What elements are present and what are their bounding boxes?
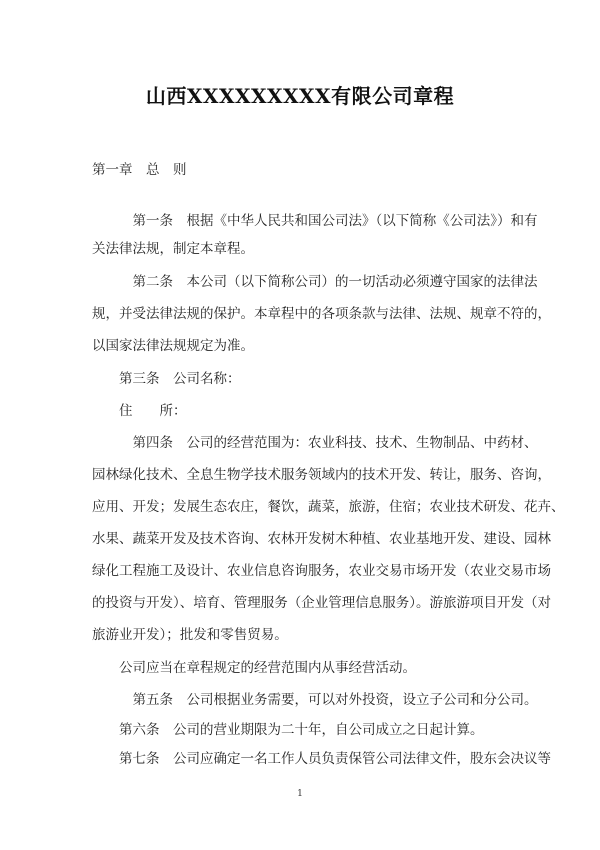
- article-2-line-1: 第二条 本公司（以下简称公司）的一切活动必须遵守国家的法律法: [92, 274, 538, 290]
- article-4-line-5: 绿化工程施工及设计、农业信息咨询服务，农业交易市场开发（农业交易市场: [92, 563, 551, 579]
- article-4-line-4: 水果、蔬菜开发及技术咨询、农林开发树木种植、农业基地开发、建设、园林: [92, 531, 551, 547]
- article-3-address: 住 所：: [92, 403, 187, 419]
- article-2-line-2: 规，并受法律法规的保护。本章程中的各项条款与法律、法规、规章不符的，: [92, 306, 551, 322]
- article-4-line-7: 旅游业开发）；批发和零售贸易。: [92, 627, 288, 643]
- article-4-note: 公司应当在章程规定的经营范围内从事经营活动。: [92, 660, 416, 676]
- article-4-line-3: 应用、开发；发展生态农庄，餐饮，蔬菜，旅游，住宿；农业技术研发、花卉、: [92, 499, 565, 515]
- article-4-line-6: 的投资与开发）、培育、管理服务（企业管理信息服务）。游旅游项目开发（对: [92, 595, 551, 611]
- article-3-company-name: 第三条 公司名称：: [92, 371, 241, 387]
- chapter-heading: 第一章 总 则: [92, 162, 187, 178]
- article-7-line-1: 第七条 公司应确定一名工作人员负责保管公司法律文件，股东会决议等: [92, 751, 551, 767]
- article-1-line-1: 第一条 根据《中华人民共和国公司法》（以下简称《公司法》）和有: [92, 213, 538, 229]
- document-title: 山西XXXXXXXXX有限公司章程: [145, 84, 455, 108]
- article-1-line-2: 关法律法规，制定本章程。: [92, 241, 254, 257]
- page-number: 1: [297, 789, 303, 799]
- article-6: 第六条 公司的营业期限为二十年，自公司成立之日起计算。: [92, 722, 484, 738]
- article-4-line-1: 第四条 公司的经营范围为：农业科技、技术、生物制品、中药材、: [92, 435, 538, 451]
- article-5: 第五条 公司根据业务需要，可以对外投资，设立子公司和分公司。: [92, 692, 538, 708]
- article-2-line-3: 以国家法律法规规定为准。: [92, 338, 254, 354]
- article-4-line-2: 园林绿化技术、全息生物学技术服务领域内的技术开发、转让，服务、咨询，: [92, 467, 551, 483]
